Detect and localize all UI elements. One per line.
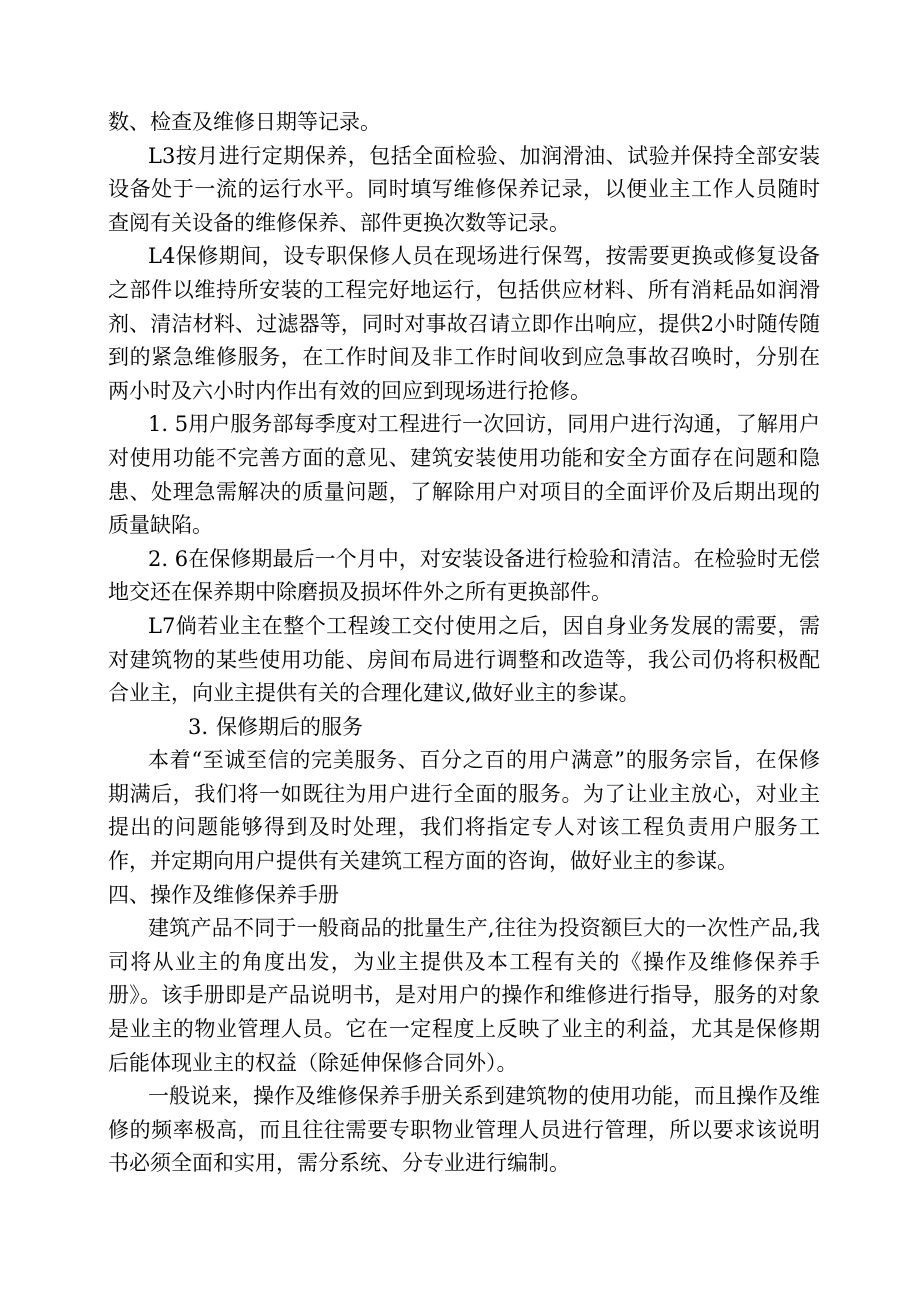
paragraph-final-month-inspection: 2. 6在保修期最后一个月中，对安装设备进行检验和清洁。在检验时无偿地交还在保养期中除磨损及损坏件外之所有更换部件。 (108, 546, 820, 605)
section-title: 保修期后的服务 (216, 714, 363, 739)
paragraph-manual-intro: 建筑产品不同于一般商品的批量生产,往往为投资额巨大的一次性产品,我司将从业主的角度出发，为业主提供及本工程有关的《操作及维修保养手册》。该手册即是产品说明书，是对用户的操作和维修进行指导，服务的对象是业主的物业管理人员。它在一定程度上反映了业主的利益，尤其是保修期后能体现业主的权益（除延伸保修合同外）。 (108, 916, 820, 1075)
paragraph-manual-requirements: 一般说来，操作及维修保养手册关系到建筑物的使用功能，而且操作及维修的频率极高，而且往往需要专职物业管理人员进行管理，所以要求该说明书必须全面和实用，需分系统、分专业进行编制。 (108, 1084, 820, 1176)
paragraph-post-warranty-service: 本着“至诚至信的完美服务、百分之百的用户满意”的服务宗旨，在保修期满后，我们将一如既往为用户进行全面的服务。为了让业主放心，对业主提出的问题能够得到及时处理，我们将指定专人对该工程负责用户服务工作，并定期向用户提供有关建筑工程方面的咨询，做好业主的参谋。 (108, 748, 820, 874)
paragraph-quarterly-visit: 1. 5用户服务部每季度对工程进行一次回访，同用户进行沟通，了解用户对使用功能不完善方面的意见、建筑安装使用功能和安全方面存在问题和隐患、处理急需解决的质量问题，了解除用户对项目的全面评价及后期出现的质量缺陷。 (108, 412, 820, 538)
document-page (108, 106, 820, 1181)
paragraph-warranty-period-staff: L4保修期间，设专职保修人员在现场进行保驾，按需要更换或修复设备之部件以维持所安装的工程完好地运行，包括供应材料、所有消耗品如润滑剂、清洁材料、过滤器等，同时对事故召请立即作出响应，提供2小时随传随到的紧急维修服务，在工作时间及非工作时间收到应急事故召唤时，分别在两小时及六小时内作出有效的回应到现场进行抢修。 (108, 244, 820, 403)
paragraph-post-completion-adjustment: L7倘若业主在整个工程竣工交付使用之后，因自身业务发展的需要，需对建筑物的某些使用功能、房间布局进行调整和改造等，我公司仍将积极配合业主，向业主提供有关的合理化建议,做好业主的参谋。 (108, 613, 820, 706)
paragraph-monthly-maintenance: L3按月进行定期保养，包括全面检验、加润滑油、试验并保持全部安装设备处于一流的运行水平。同时填写维修保养记录，以便业主工作人员随时查阅有关设备的维修保养、部件更换次数等记录。 (108, 143, 820, 235)
section-heading-manual: 四、操作及维修保养手册 (108, 882, 339, 907)
section-number: 3. (188, 714, 209, 739)
paragraph-maintenance-records-continued: 数、检查及维修日期等记录。 (108, 110, 381, 134)
section-heading-post-warranty (108, 711, 820, 745)
